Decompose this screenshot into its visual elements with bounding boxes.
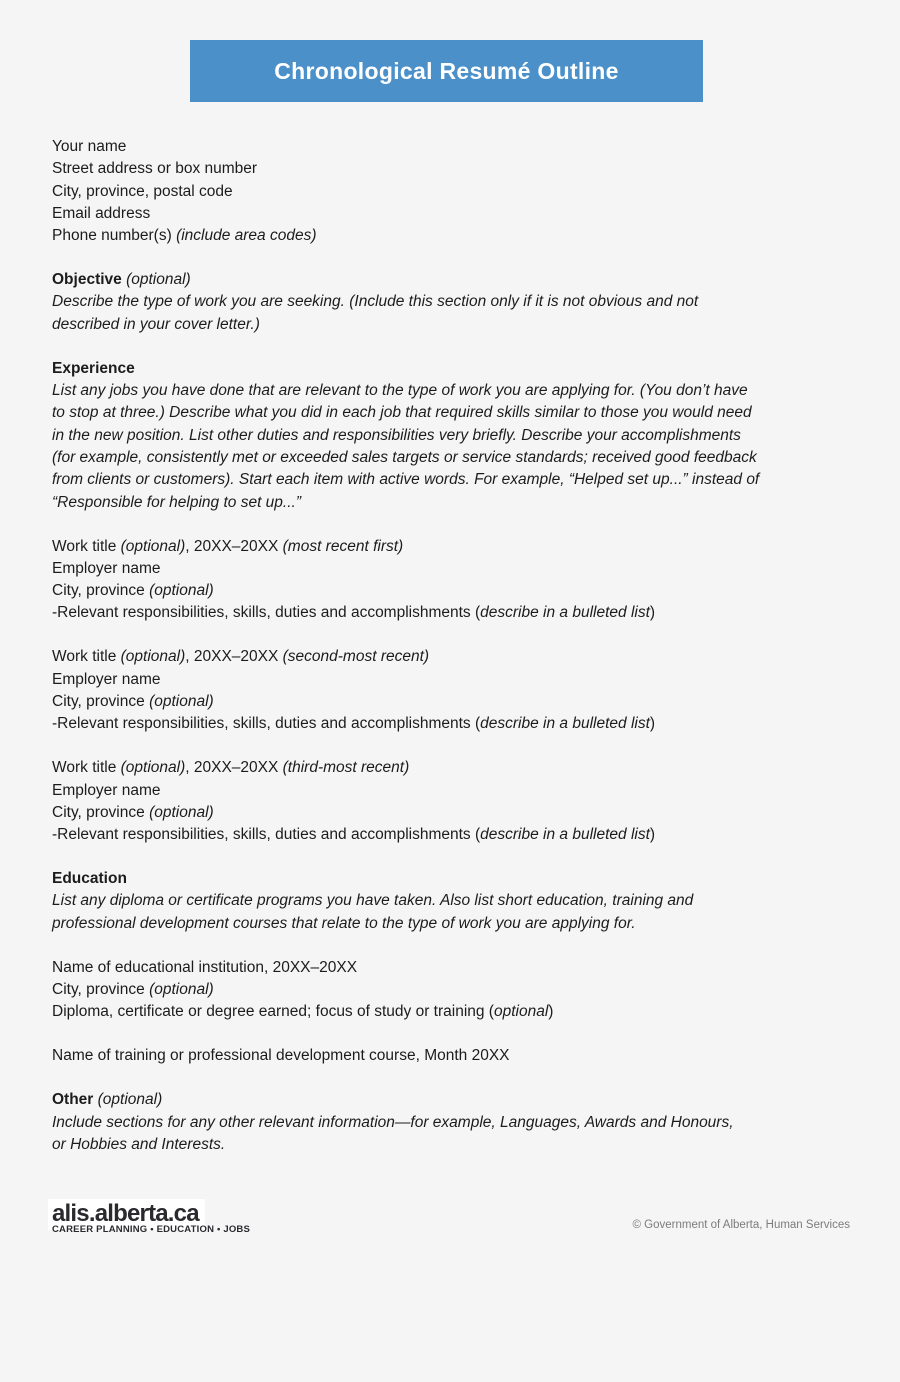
alis-logo-wordmark: alis.alberta.ca xyxy=(52,1200,199,1227)
text-line: Employer name xyxy=(52,781,161,799)
text-line: List any jobs you have done that are relevant to the type of work you are applying for. (You don’t have xyxy=(52,382,748,400)
title-banner xyxy=(190,40,703,102)
text-line: City, province (optional) xyxy=(52,692,214,710)
text-line: Name of training or professional development course, Month 20XX xyxy=(52,1047,510,1065)
text-line: -Relevant responsibilities, skills, duties and accomplishments (describe in a bulleted list) xyxy=(52,715,656,733)
text-line: Work title (optional), 20XX–20XX (second-most recent) xyxy=(52,648,430,666)
section-heading: Experience xyxy=(52,359,135,377)
training-entry xyxy=(52,1045,864,1067)
text-line: -Relevant responsibilities, skills, duties and accomplishments (describe in a bulleted list) xyxy=(52,826,656,844)
education-section xyxy=(52,868,864,935)
education-entry xyxy=(52,957,864,1024)
section-heading: Other (optional) xyxy=(52,1091,163,1109)
text-line: Name of educational institution, 20XX–20XX xyxy=(52,958,358,976)
text-line: to stop at three.) Describe what you did in each job that required skills similar to those you would need xyxy=(52,404,752,422)
text-line: City, province (optional) xyxy=(52,981,214,999)
objective-section xyxy=(52,269,864,336)
text-line: Work title (optional), 20XX–20XX (most recent first) xyxy=(52,537,404,555)
text-line: Include sections for any other relevant information—for example, Languages, Awards and Honours, xyxy=(52,1113,734,1131)
text-line: Describe the type of work you are seeking. (Include this section only if it is not obvious and not xyxy=(52,293,699,311)
text-line: in the new position. List other duties and responsibilities very briefly. Describe your accomplishments xyxy=(52,426,741,444)
experience-section xyxy=(52,358,864,514)
text-line: described in your cover letter.) xyxy=(52,315,260,333)
text-line: Your name xyxy=(52,138,127,155)
section-heading: Education xyxy=(52,870,127,888)
alis-logo-tagline: CAREER PLANNING • EDUCATION • JOBS xyxy=(52,1224,251,1235)
text-line: Email address xyxy=(52,204,151,222)
job-entry-2 xyxy=(52,646,864,735)
section-heading: Objective (optional) xyxy=(52,271,191,289)
text-line: Diploma, certificate or degree earned; focus of study or training (optional) xyxy=(52,1003,554,1021)
text-line: City, province (optional) xyxy=(52,582,214,600)
text-line: Employer name xyxy=(52,670,161,688)
page-title: Chronological Resumé Outline xyxy=(274,57,619,84)
text-line: (for example, consistently met or exceeded sales targets or service standards; received good feedback xyxy=(52,448,757,466)
text-line: Employer name xyxy=(52,559,161,577)
text-line: -Relevant responsibilities, skills, duties and accomplishments (describe in a bulleted list) xyxy=(52,604,656,622)
text-line: City, province, postal code xyxy=(52,182,233,200)
text-line: or Hobbies and Interests. xyxy=(52,1135,226,1153)
text-line: City, province (optional) xyxy=(52,803,214,821)
contact-block xyxy=(52,136,864,247)
text-line: Work title (optional), 20XX–20XX (third-most recent) xyxy=(52,759,410,777)
job-entry-3 xyxy=(52,757,864,846)
text-line: List any diploma or certificate programs you have taken. Also list short education, training and xyxy=(52,892,694,910)
other-section xyxy=(52,1089,864,1156)
text-line: Phone number(s) (include area codes) xyxy=(52,227,317,245)
text-line: “Responsible for helping to set up...” xyxy=(52,493,301,511)
text-line: Street address or box number xyxy=(52,160,258,178)
text-line: professional development courses that relate to the type of work you are applying for. xyxy=(52,914,636,932)
job-entry-1 xyxy=(52,536,864,625)
document-body xyxy=(52,136,864,1156)
copyright-notice: © Government of Alberta, Human Services xyxy=(632,1219,850,1231)
text-line: from clients or customers). Start each item with active words. For example, “Helped set up...” instead of xyxy=(52,471,760,489)
